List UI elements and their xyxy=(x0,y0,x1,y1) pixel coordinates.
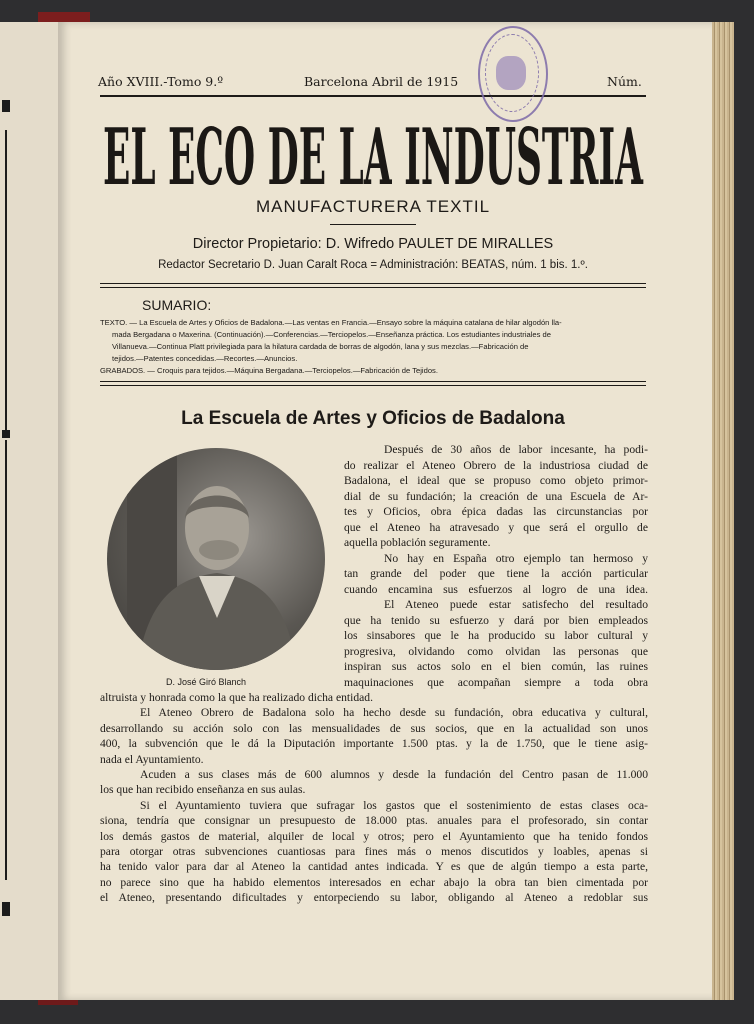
issue-label: Año XVIII.-Tomo 9.º xyxy=(98,74,224,89)
article-line: ha tenido valor para dar al Ateneo la cantidad antes indicada. Y es que de algún tiempo a esta parte, xyxy=(100,860,648,874)
sumario-line: TEXTO. — La Escuela de Artes y Oficios de Badalona.—Las ventas en Francia.—Ensayo sobre la máquina catalana de hilar algodón lla- xyxy=(100,318,562,327)
article-line: progresiva, olvidando como olvidan las personas que xyxy=(344,644,648,658)
article-line: tes y Oficios, obra épica dadas las circunstancias por xyxy=(344,505,648,518)
article-line: siona, tendría que consignar un presupuesto de 18.000 ptas. anuales para el profesorado, sin contar xyxy=(100,814,648,828)
sumario-heading: SUMARIO: xyxy=(142,297,212,313)
article-line: no parece sino que ha habido elementos interesados en echar abajo la obra tan bien cimentada por xyxy=(100,875,648,889)
page-stack-edge xyxy=(712,22,734,1000)
article-line: do realizar el Ateneo Obrero de la industriosa ciudad de xyxy=(344,458,648,472)
sumario-rule-top xyxy=(100,283,646,284)
left-edge-marks xyxy=(0,22,12,1000)
sumario-rule-bottom xyxy=(100,381,646,382)
edge-mark xyxy=(5,440,7,880)
sumario-rule-top-2 xyxy=(100,287,646,288)
article-line: los sinsabores que le ha producido su labor cultural y xyxy=(344,629,648,642)
article-line: Acuden a sus clases más de 600 alumnos y desde la fundación del Centro pasan de 11.000 xyxy=(140,768,648,781)
director-line: Director Propietario: D. Wifredo PAULET DE MIRALLES xyxy=(192,236,554,252)
masthead-title: EL ECO DE LA INDUSTRIA xyxy=(103,112,644,196)
article-line: los demás gastos de material, alquiler de local y otros; pero el Ayuntamiento que ha tenido fondos xyxy=(100,829,648,843)
edge-mark xyxy=(2,430,10,438)
article-line: desarrollando su acción solo con las mensualidades de sus socios, que en la actualidad son unos xyxy=(100,721,648,735)
stamp-crest-icon xyxy=(496,56,526,90)
article-line: El Ateneo puede estar satisfecho del resultado xyxy=(384,598,648,611)
article-line: Si el Ayuntamiento tuviera que sufragar los gastos que el sostenimiento de estas clases oca- xyxy=(140,798,648,812)
article-line: el Ateneo, presentando dificultades y entorpeciendo su labor, obligando al Ateneo a redoblar sus xyxy=(100,891,648,905)
article-line: inspiran sus actos solo en el bien común, las ruines xyxy=(344,660,648,673)
sumario-line: tejidos.—Patentes concedidas.—Recortes.—Anuncios. xyxy=(112,354,298,363)
article-line: Después de 30 años de labor incesante, ha podi- xyxy=(384,443,648,456)
left-page-edge xyxy=(0,22,62,1000)
article-line: El Ateneo Obrero de Badalona solo ha hecho desde su fundación, obra educativa y cultural, xyxy=(140,706,648,720)
edge-mark xyxy=(2,902,10,916)
article-line: maquinaciones que acompañan siempre a toda obra xyxy=(344,675,648,689)
article-line: altruista y honrada como la que ha realizado dicha entidad. xyxy=(100,691,373,704)
masthead-logo xyxy=(100,104,646,196)
edge-mark xyxy=(5,130,7,430)
sumario-line: mada Bergadana o Maxerina. (Continuación).—Conferencias.—Terciopelos.—Enseñanza práctica. Los estudiantes industriales de xyxy=(112,330,551,339)
article-line: para otorgar otras subvenciones cuantiosas para fines más o menos discutidos y loables, apenas si xyxy=(100,845,648,858)
article-line: aquella población seguramente. xyxy=(344,536,491,549)
portrait-caption: D. José Giró Blanch xyxy=(166,677,247,687)
header-rule xyxy=(100,95,646,97)
sumario-line: Villanueva.—Continua Platt privilegiada para la hilatura cardada de borras de algodón, lana y sus mezclas.—Fabricación de xyxy=(112,342,529,351)
date-label: Barcelona Abril de 1915 xyxy=(304,74,459,89)
portrait-photo xyxy=(107,448,325,670)
article-line: que el Ateneo ha atravesado y que será el orgullo de xyxy=(344,520,648,534)
sumario-rule-bottom-2 xyxy=(100,385,646,386)
article-line: nada el Ayuntamiento. xyxy=(100,752,204,766)
number-label: Núm. xyxy=(607,74,642,89)
ornament-rule xyxy=(330,224,416,225)
article-line: que ha tenido su esfuerzo y dará por bien empleados xyxy=(344,613,648,627)
article-line: cuando encamina sus esfuerzos al logro de una idea. xyxy=(344,582,648,596)
article-line: 400, la subvención que le dá la Diputación importante 1.500 ptas. y la de 1.750, que le tiene asig- xyxy=(100,737,648,751)
article-line: los que han recibido enseñanza en sus aulas. xyxy=(100,783,306,797)
secretary-line: Redactor Secretario D. Juan Caralt Roca = Administración: BEATAS, núm. 1 bis. 1.º. xyxy=(158,259,588,271)
article-line: tan grande del poder que tiene la acción particular xyxy=(344,567,648,580)
masthead-subtitle: MANUFACTURERA TEXTIL xyxy=(255,197,491,216)
article-title: La Escuela de Artes y Oficios de Badalona xyxy=(181,408,565,429)
article-line: Badalona, el ideal que se propuso como objeto primor- xyxy=(344,474,648,487)
portrait-figure-icon xyxy=(107,448,325,670)
article-line: dial de su fundación; la creación de una Escuela de Ar- xyxy=(344,489,648,503)
sumario-line: GRABADOS. — Croquis para tejidos.—Máquina Bergadana.—Terciopelos.—Fabricación de Tejidos. xyxy=(100,366,438,375)
edge-mark xyxy=(2,100,10,112)
article-line: No hay en España otro ejemplo tan hermoso y xyxy=(384,551,648,565)
